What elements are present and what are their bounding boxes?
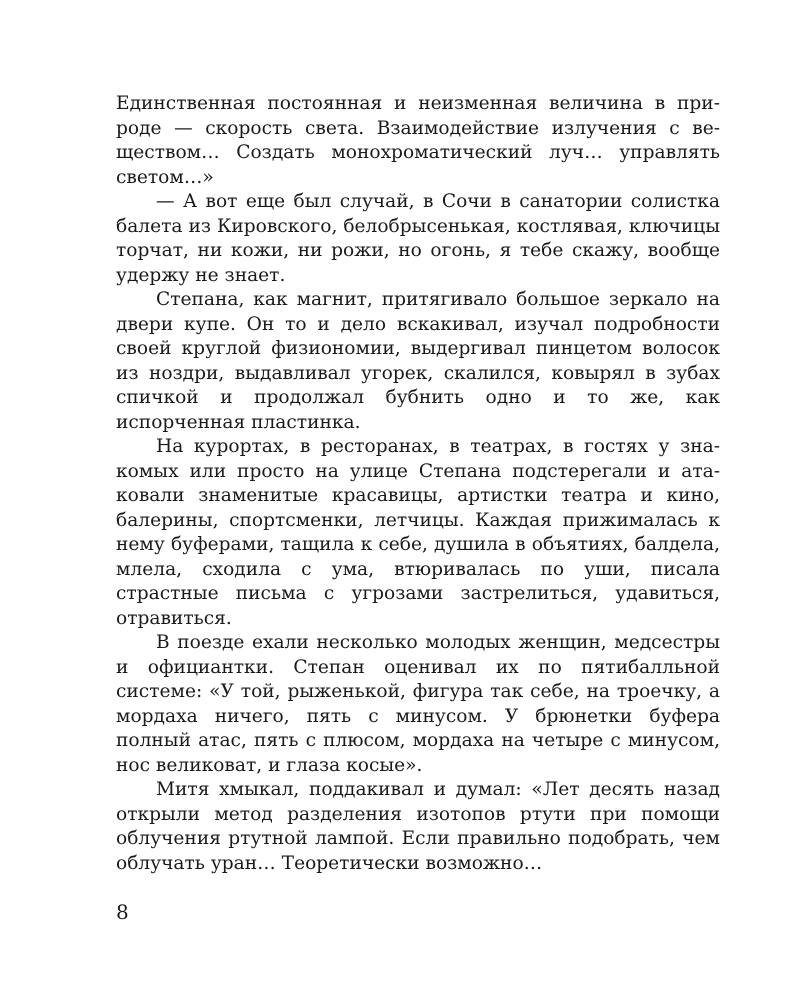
body-text [116, 92, 720, 876]
paragraph-resorts: На курортах, в ресторанах, в театрах, в гостях у знакомых или просто на улице Степана подстерегали и атаковали знаменитые красавицы, артистки театра и кино, балерины, спортсменки, летчицы. Каждая прижималась к нему буферами, тащила к себе, душила в объятиях, балдела, млела, сходила с ума, втюривалась по уши, писала страстные письма с угрозами застрелиться, удавиться, отравиться. [116, 436, 720, 629]
paragraph-stepan-mirror: Степана, как магнит, притягивало большое зеркало на двери купе. Он то и дело вскакивал, изучал подробности своей круглой физиономии, выдергивал пинцетом волосок из ноздри, выдавливал угорек, скалился, ковырял в зубах спичкой и продолжал бубнить одно и то же, как испорченная пластинка. [116, 289, 720, 433]
page-number: 8 [116, 900, 129, 924]
paragraph-continuation: Единственная постоянная и неизменная величина в природе — скорость света. Взаимодействие излучения с веществом… Создать монохроматический луч… управлять светом…» [116, 93, 720, 188]
paragraph-dialogue: — А вот еще был случай, в Сочи в санатории солистка балета из Кировского, белобрысенькая, костлявая, ключицы торчат, ни кожи, ни рожи, но огонь, я тебе скажу, вообще удержу не знает. [116, 191, 720, 286]
paragraph-train-women: В поезде ехали несколько молодых женщин, медсестры и официантки. Степан оценивал их по пятибалльной системе: «У той, рыженькой, фигура так себе, на троечку, а мордаха ничего, пять с минусом. У брюнетки буфера полный атас, пять с плюсом, мордаха на четыре с минусом, нос великоват, и глаза косые». [116, 632, 720, 776]
paragraph-mitya-thoughts: Митя хмыкал, поддакивал и думал: «Лет десять назад открыли метод разделения изотопов ртути при помощи облучения ртутной лампой. Если правильно подобрать, чем облучать уран… Теоретически возможно… [116, 779, 720, 874]
